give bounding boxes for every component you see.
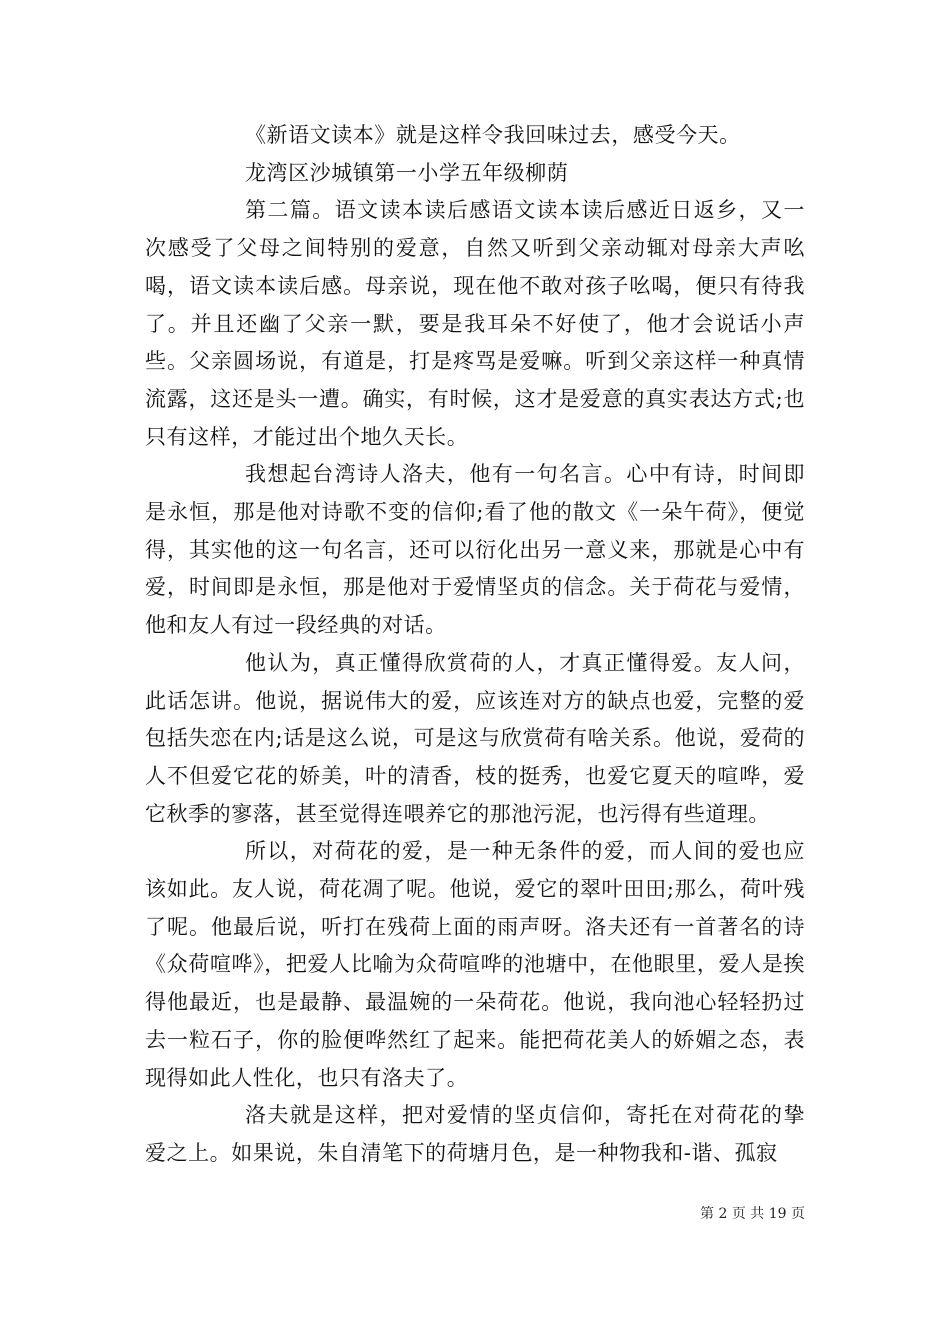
paragraph-author-line: 龙湾区沙城镇第一小学五年级柳荫 (245, 160, 569, 185)
document-body (145, 117, 805, 1173)
paragraph-second-essay-intro: 第二篇。语文读本读后感语文读本读后感近日返乡，又一次感受了父母之间特别的爱意，自然又听到父亲动辄对母亲大声吆喝，语文读本读后感。母亲说，现在他不敢对孩子吆喝，便只有待我了。并且还幽了父亲一默，要是我耳朵不好使了，他才会说话小声些。父亲圆场说，有道是，打是疼骂是爱嘛。听到父亲这样一种真情流露，这还是头一遭。确实，有时候，这才是爱意的真实表达方式;也只有这样，才能过出个地久天长。 (145, 198, 805, 449)
paragraph-luofu-conclusion: 洛夫就是这样，把对爱情的坚贞信仰，寄托在对荷花的挚爱之上。如果说，朱自清笔下的荷塘月色，是一种物我和-谐、孤寂 (145, 1103, 805, 1165)
paragraph-unconditional-love: 所以，对荷花的爱，是一种无条件的爱，而人间的爱也应该如此。友人说，荷花凋了呢。他说，爱它的翠叶田田;那么，荷叶残了呢。他最后说，听打在残荷上面的雨声呀。洛夫还有一首著名的诗《众荷喧哗》，把爱人比喻为众荷喧哗的池塘中，在他眼里，爱人是挨得他最近，也是最静、最温婉的一朵荷花。他说，我向池心轻轻扔过去一粒石子，你的脸便哗然红了起来。能把荷花美人的娇媚之态，表现得如此人性化，也只有洛夫了。 (145, 839, 805, 1090)
paragraph-lotus-dialogue: 他认为，真正懂得欣赏荷的人，才真正懂得爱。友人问，此话怎讲。他说，据说伟大的爱，应该连对方的缺点也爱，完整的爱包括失恋在内;话是这么说，可是这与欣赏荷有啥关系。他说，爱荷的人不但爱它花的娇美，叶的清香，枝的挺秀，也爱它夏天的喧哗，爱它秋季的寥落，甚至觉得连喂养它的那池污泥，也污得有些道理。 (145, 650, 805, 826)
paragraph-luofu-quote: 我想起台湾诗人洛夫，他有一句名言。心中有诗，时间即是永恒，那是他对诗歌不变的信仰;看了他的散文《一朵午荷》，便觉得，其实他的这一句名言，还可以衍化出另一意义来，那就是心中有爱，时间即是永恒，那是他对于爱情坚贞的信念。关于荷花与爱情，他和友人有过一段经典的对话。 (145, 462, 805, 638)
page-number-footer: 第 2 页 共 19 页 (700, 1206, 805, 1222)
paragraph-reader-reflection: 《新语文读本》就是这样令我回味过去，感受今天。 (245, 123, 741, 147)
